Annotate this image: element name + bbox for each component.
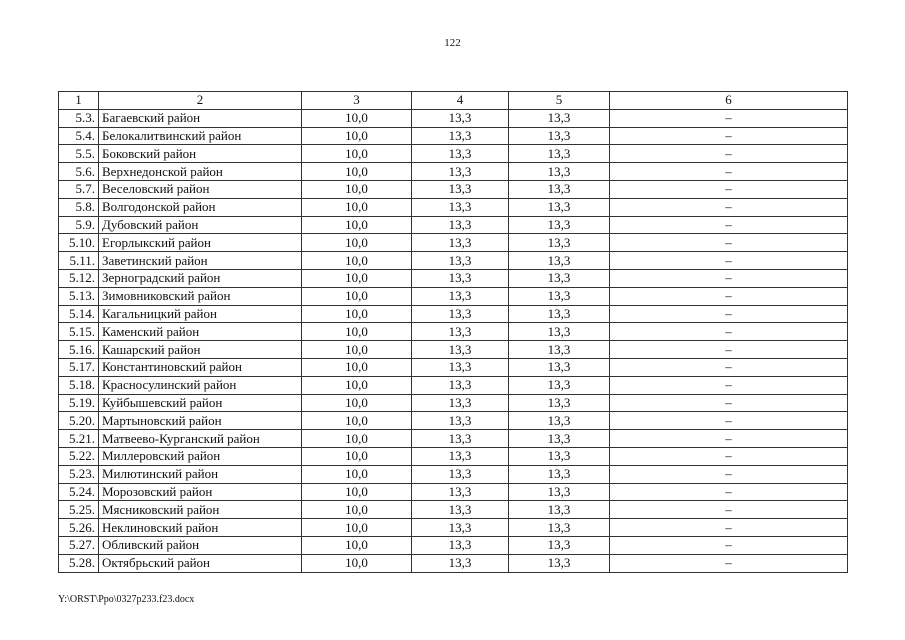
value-cell: 13,3 [412, 145, 509, 163]
district-name-cell: Октябрьский район [99, 554, 302, 572]
data-table [58, 91, 848, 573]
table-row [59, 554, 848, 572]
row-number-cell: 5.14. [59, 305, 99, 323]
value-cell: – [610, 305, 848, 323]
value-cell: 13,3 [412, 341, 509, 359]
value-cell: 13,3 [509, 430, 610, 448]
column-header: 1 [59, 92, 99, 110]
district-name-cell: Дубовский район [99, 216, 302, 234]
row-number-cell: 5.24. [59, 483, 99, 501]
value-cell: 10,0 [302, 447, 412, 465]
value-cell: 13,3 [509, 234, 610, 252]
row-number-cell: 5.5. [59, 145, 99, 163]
value-cell: 13,3 [412, 323, 509, 341]
value-cell: 10,0 [302, 252, 412, 270]
value-cell: 10,0 [302, 376, 412, 394]
value-cell: 10,0 [302, 536, 412, 554]
row-number-cell: 5.3. [59, 109, 99, 127]
value-cell: 13,3 [509, 198, 610, 216]
value-cell: – [610, 554, 848, 572]
row-number-cell: 5.23. [59, 465, 99, 483]
value-cell: 13,3 [412, 269, 509, 287]
value-cell: 13,3 [412, 430, 509, 448]
value-cell: 13,3 [509, 180, 610, 198]
district-name-cell: Кагальницкий район [99, 305, 302, 323]
value-cell: 13,3 [412, 109, 509, 127]
value-cell: 13,3 [412, 554, 509, 572]
column-header: 3 [302, 92, 412, 110]
row-number-cell: 5.20. [59, 412, 99, 430]
value-cell: – [610, 519, 848, 537]
row-number-cell: 5.25. [59, 501, 99, 519]
value-cell: 13,3 [412, 465, 509, 483]
value-cell: 13,3 [509, 145, 610, 163]
value-cell: – [610, 447, 848, 465]
table-row [59, 536, 848, 554]
value-cell: 13,3 [509, 269, 610, 287]
district-name-cell: Белокалитвинский район [99, 127, 302, 145]
value-cell: 13,3 [412, 252, 509, 270]
column-header: 4 [412, 92, 509, 110]
table-row [59, 465, 848, 483]
value-cell: 13,3 [509, 287, 610, 305]
value-cell: – [610, 252, 848, 270]
table-row [59, 341, 848, 359]
table-row [59, 483, 848, 501]
row-number-cell: 5.8. [59, 198, 99, 216]
row-number-cell: 5.22. [59, 447, 99, 465]
district-name-cell: Миллеровский район [99, 447, 302, 465]
table-row [59, 127, 848, 145]
value-cell: 13,3 [509, 412, 610, 430]
table-row [59, 145, 848, 163]
table-row [59, 216, 848, 234]
value-cell: 10,0 [302, 269, 412, 287]
table-row [59, 519, 848, 537]
value-cell: – [610, 234, 848, 252]
row-number-cell: 5.11. [59, 252, 99, 270]
value-cell: 10,0 [302, 483, 412, 501]
value-cell: 13,3 [509, 323, 610, 341]
district-name-cell: Мартыновский район [99, 412, 302, 430]
value-cell: 13,3 [412, 198, 509, 216]
value-cell: – [610, 198, 848, 216]
table-row [59, 163, 848, 181]
value-cell: 13,3 [509, 501, 610, 519]
page-number: 122 [444, 37, 461, 49]
value-cell: 13,3 [509, 447, 610, 465]
table-body [59, 109, 848, 572]
value-cell: 13,3 [509, 341, 610, 359]
district-name-cell: Красносулинский район [99, 376, 302, 394]
value-cell: 13,3 [412, 536, 509, 554]
table-row [59, 394, 848, 412]
value-cell: 10,0 [302, 341, 412, 359]
value-cell: 13,3 [412, 483, 509, 501]
value-cell: 13,3 [509, 109, 610, 127]
district-name-cell: Зимовниковский район [99, 287, 302, 305]
value-cell: – [610, 501, 848, 519]
district-name-cell: Неклиновский район [99, 519, 302, 537]
value-cell: 10,0 [302, 412, 412, 430]
value-cell: – [610, 180, 848, 198]
value-cell: – [610, 430, 848, 448]
row-number-cell: 5.27. [59, 536, 99, 554]
district-name-cell: Волгодонской район [99, 198, 302, 216]
table-row [59, 412, 848, 430]
row-number-cell: 5.4. [59, 127, 99, 145]
table-row [59, 305, 848, 323]
value-cell: 13,3 [412, 216, 509, 234]
row-number-cell: 5.26. [59, 519, 99, 537]
value-cell: 13,3 [509, 376, 610, 394]
table-row [59, 180, 848, 198]
value-cell: – [610, 376, 848, 394]
value-cell: 13,3 [509, 163, 610, 181]
value-cell: 13,3 [412, 519, 509, 537]
value-cell: 13,3 [412, 180, 509, 198]
value-cell: 13,3 [509, 252, 610, 270]
value-cell: 10,0 [302, 216, 412, 234]
district-name-cell: Егорлыкский район [99, 234, 302, 252]
value-cell: – [610, 127, 848, 145]
value-cell: 13,3 [509, 216, 610, 234]
value-cell: 13,3 [509, 554, 610, 572]
value-cell: – [610, 323, 848, 341]
value-cell: 13,3 [412, 412, 509, 430]
value-cell: 10,0 [302, 501, 412, 519]
table-row [59, 287, 848, 305]
value-cell: 13,3 [412, 234, 509, 252]
table-row [59, 376, 848, 394]
district-name-cell: Зерноградский район [99, 269, 302, 287]
value-cell: – [610, 358, 848, 376]
value-cell: 10,0 [302, 430, 412, 448]
row-number-cell: 5.16. [59, 341, 99, 359]
district-name-cell: Кашарский район [99, 341, 302, 359]
value-cell: – [610, 536, 848, 554]
value-cell: 13,3 [509, 519, 610, 537]
value-cell: – [610, 412, 848, 430]
row-number-cell: 5.21. [59, 430, 99, 448]
row-number-cell: 5.13. [59, 287, 99, 305]
row-number-cell: 5.17. [59, 358, 99, 376]
row-number-cell: 5.10. [59, 234, 99, 252]
value-cell: 10,0 [302, 145, 412, 163]
column-header: 5 [509, 92, 610, 110]
value-cell: 13,3 [412, 501, 509, 519]
value-cell: 13,3 [412, 127, 509, 145]
district-name-cell: Мясниковский район [99, 501, 302, 519]
district-name-cell: Заветинский район [99, 252, 302, 270]
value-cell: – [610, 394, 848, 412]
table-row [59, 501, 848, 519]
value-cell: 10,0 [302, 358, 412, 376]
value-cell: 10,0 [302, 180, 412, 198]
table-row [59, 323, 848, 341]
district-name-cell: Боковский район [99, 145, 302, 163]
table-row [59, 269, 848, 287]
table-row [59, 447, 848, 465]
value-cell: 13,3 [412, 305, 509, 323]
table-row [59, 358, 848, 376]
table-row [59, 198, 848, 216]
value-cell: – [610, 341, 848, 359]
district-name-cell: Куйбышевский район [99, 394, 302, 412]
value-cell: 13,3 [412, 358, 509, 376]
table-row [59, 109, 848, 127]
value-cell: – [610, 109, 848, 127]
district-name-cell: Константиновский район [99, 358, 302, 376]
value-cell: 10,0 [302, 163, 412, 181]
value-cell: 10,0 [302, 323, 412, 341]
column-header: 2 [99, 92, 302, 110]
table-row [59, 252, 848, 270]
district-name-cell: Каменский район [99, 323, 302, 341]
row-number-cell: 5.15. [59, 323, 99, 341]
value-cell: 10,0 [302, 519, 412, 537]
value-cell: 13,3 [509, 394, 610, 412]
value-cell: 13,3 [509, 358, 610, 376]
district-name-cell: Верхнедонской район [99, 163, 302, 181]
row-number-cell: 5.12. [59, 269, 99, 287]
value-cell: – [610, 465, 848, 483]
value-cell: 10,0 [302, 554, 412, 572]
district-name-cell: Багаевский район [99, 109, 302, 127]
value-cell: 10,0 [302, 465, 412, 483]
value-cell: 10,0 [302, 234, 412, 252]
value-cell: 13,3 [509, 127, 610, 145]
row-number-cell: 5.19. [59, 394, 99, 412]
column-header: 6 [610, 92, 848, 110]
value-cell: 10,0 [302, 127, 412, 145]
district-name-cell: Матвеево-Курганский район [99, 430, 302, 448]
row-number-cell: 5.6. [59, 163, 99, 181]
value-cell: 10,0 [302, 287, 412, 305]
value-cell: 13,3 [509, 305, 610, 323]
table-row [59, 430, 848, 448]
district-name-cell: Веселовский район [99, 180, 302, 198]
district-name-cell: Морозовский район [99, 483, 302, 501]
value-cell: 10,0 [302, 109, 412, 127]
row-number-cell: 5.7. [59, 180, 99, 198]
footer-file-path: Y:\ORST\Ppo\0327p233.f23.docx [58, 594, 195, 605]
value-cell: – [610, 269, 848, 287]
value-cell: – [610, 163, 848, 181]
value-cell: – [610, 287, 848, 305]
value-cell: 13,3 [509, 536, 610, 554]
row-number-cell: 5.28. [59, 554, 99, 572]
value-cell: 10,0 [302, 305, 412, 323]
value-cell: – [610, 483, 848, 501]
district-name-cell: Обливский район [99, 536, 302, 554]
value-cell: 13,3 [509, 465, 610, 483]
value-cell: 13,3 [412, 394, 509, 412]
value-cell: 13,3 [412, 376, 509, 394]
row-number-cell: 5.9. [59, 216, 99, 234]
header-row [59, 92, 848, 110]
row-number-cell: 5.18. [59, 376, 99, 394]
value-cell: 10,0 [302, 394, 412, 412]
value-cell: 13,3 [412, 447, 509, 465]
value-cell: – [610, 145, 848, 163]
value-cell: 13,3 [509, 483, 610, 501]
value-cell: 13,3 [412, 163, 509, 181]
value-cell: 10,0 [302, 198, 412, 216]
value-cell: 13,3 [412, 287, 509, 305]
table-row [59, 234, 848, 252]
district-name-cell: Милютинский район [99, 465, 302, 483]
value-cell: – [610, 216, 848, 234]
